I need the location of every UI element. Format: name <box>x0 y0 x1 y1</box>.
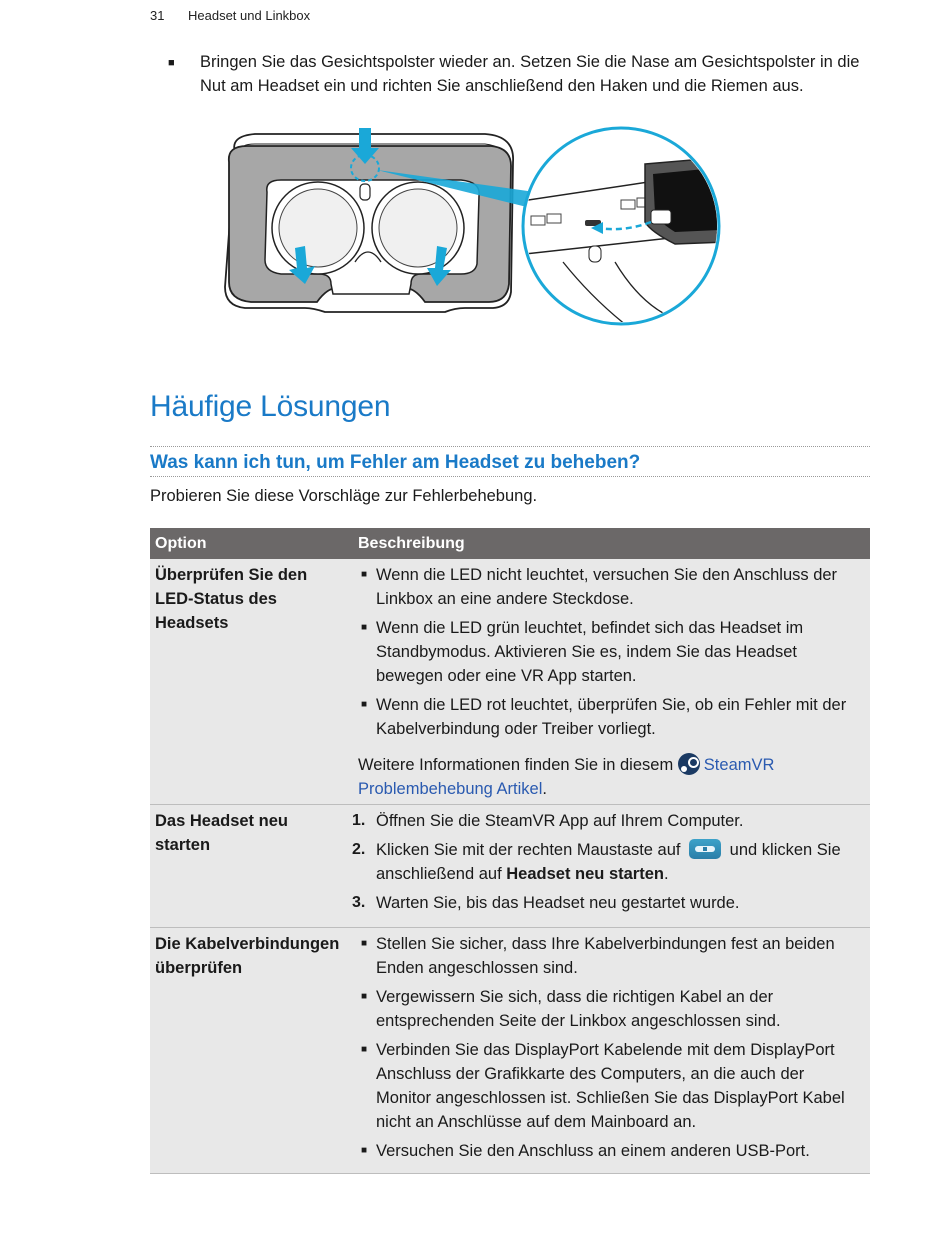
list-item <box>358 563 862 611</box>
bullet-square-icon: ■ <box>361 991 368 1002</box>
step2-prefix: Klicken Sie mit der rechten Maustaste auf <box>376 841 681 859</box>
header-description: Beschreibung <box>358 534 465 552</box>
row-description <box>352 805 870 927</box>
step2-middle: und klicken Sie anschließend auf <box>376 841 841 883</box>
step-number: 1. <box>352 812 366 829</box>
restart-headset-label: Headset neu starten <box>506 865 664 883</box>
list-item-text: Verbinden Sie das DisplayPort Kabelende mit dem DisplayPort Anschluss der Grafikkarte des Computers, an die auch der Monitor angeschlossen ist. Schließen Sie das DisplayPort Kabel nicht an Anschlüsse auf dem Mainboard an. <box>376 1041 845 1131</box>
steamvr-troubleshooting-link[interactable]: SteamVR Problembehebung Artikel <box>358 756 775 798</box>
list-item-text: Versuchen Sie den Anschluss an einem anderen USB-Port. <box>376 1142 810 1160</box>
list-item-text: Wenn die LED rot leuchtet, überprüfen Sie, ob ein Fehler mit der Kabelverbindung oder Treiber vorliegt. <box>376 696 847 738</box>
bullet-square-icon: ■ <box>361 569 368 580</box>
bullet-square-icon: ■ <box>361 699 368 710</box>
list-item <box>358 616 862 688</box>
row-option: Überprüfen Sie den LED-Status des Headsets <box>155 566 308 632</box>
list-item <box>352 838 862 886</box>
list-item <box>358 1038 862 1134</box>
list-item <box>352 891 862 915</box>
bullet-square-icon: ■ <box>168 57 175 69</box>
list-item <box>352 809 862 833</box>
top-bullet-item <box>168 50 868 98</box>
row-option: Das Headset neu starten <box>155 812 288 854</box>
list-item-text <box>376 838 862 886</box>
steam-icon <box>678 753 700 775</box>
header-option: Option <box>155 534 207 552</box>
page-header <box>150 8 310 23</box>
top-bullet-text: Bringen Sie das Gesichtspolster wieder an. Setzen Sie die Nase am Gesichtspolster in die Nut am Headset ein und richten Sie anschließend den Haken und die Riemen aus. <box>200 53 860 95</box>
bullet-square-icon: ■ <box>361 1044 368 1055</box>
list-item-text: Vergewissern Sie sich, dass die richtigen Kabel an der entsprechenden Seite der Linkbox angeschlossen sind. <box>376 988 781 1030</box>
section-title: Häufige Lösungen <box>150 390 391 423</box>
row-description <box>358 559 870 804</box>
list-item <box>358 1139 862 1163</box>
subsection-divider-top <box>150 446 870 447</box>
list-item <box>358 985 862 1033</box>
subsection-divider-bottom <box>150 476 870 477</box>
list-item-text: Stellen Sie sicher, dass Ihre Kabelverbindungen fest an beiden Enden angeschlossen sind. <box>376 935 835 977</box>
list-item-text: Warten Sie, bis das Headset neu gestartet wurde. <box>376 894 740 912</box>
list-item-text: Wenn die LED nicht leuchtet, versuchen Sie den Anschluss der Linkbox an eine andere Steckdose. <box>376 566 838 608</box>
list-item <box>358 693 862 741</box>
page-number: 31 <box>150 8 165 23</box>
more-info-suffix: . <box>542 780 547 798</box>
bullet-square-icon: ■ <box>361 938 368 949</box>
chapter-title: Headset und Linkbox <box>188 8 311 23</box>
list-item-text: Öffnen Sie die SteamVR App auf Ihrem Computer. <box>376 812 744 830</box>
vr-headset-icon <box>689 839 721 859</box>
row-option: Die Kabelverbindungen überprüfen <box>155 935 340 977</box>
troubleshooting-table <box>150 528 870 1174</box>
table-header <box>150 528 870 559</box>
intro-text: Probieren Sie diese Vorschläge zur Fehlerbehebung. <box>150 487 538 505</box>
list-item <box>358 932 862 980</box>
row-description <box>358 928 870 1173</box>
more-info <box>358 753 862 801</box>
list-item-text: Wenn die LED grün leuchtet, befindet sich das Headset im Standbymodus. Aktivieren Sie es, indem Sie das Headset bewegen oder eine VR App starten. <box>376 619 804 685</box>
bullet-square-icon: ■ <box>361 1145 368 1156</box>
table-row <box>150 928 870 1174</box>
table-row <box>150 805 870 928</box>
bullet-square-icon: ■ <box>361 622 368 633</box>
step-number: 2. <box>352 841 366 858</box>
headset-face-cushion-illustration <box>215 122 725 332</box>
more-info-text: Weitere Informationen finden Sie in diesem <box>358 756 674 774</box>
step-number: 3. <box>352 894 366 911</box>
step2-suffix: . <box>663 865 669 883</box>
subsection-title: Was kann ich tun, um Fehler am Headset zu beheben? <box>150 452 641 473</box>
table-row <box>150 559 870 805</box>
